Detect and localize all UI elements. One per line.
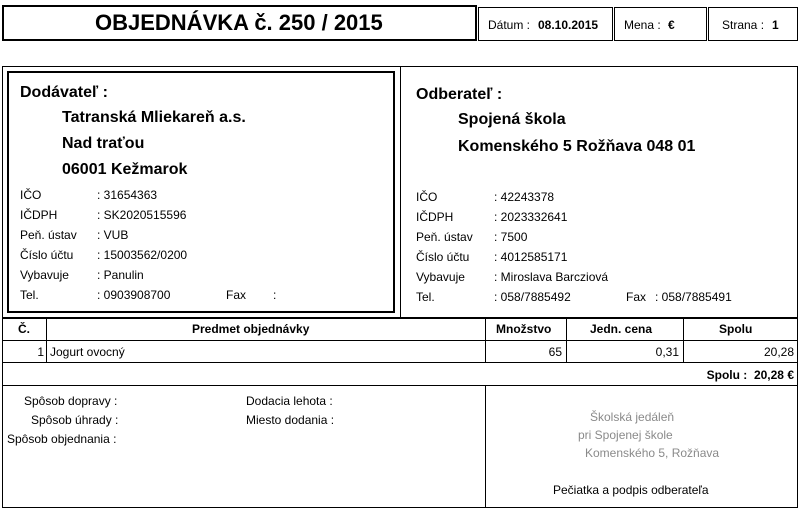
customer-account-label: Číslo účtu bbox=[416, 250, 470, 264]
stamp-line: Komenského 5, Rožňava bbox=[585, 446, 720, 460]
stamp-line: pri Spojenej škole bbox=[578, 428, 673, 442]
customer-bank-label: Peň. ústav bbox=[416, 230, 473, 244]
supplier-bank-value: : VUB bbox=[97, 228, 129, 242]
customer-ico-value: : 42243378 bbox=[494, 190, 555, 204]
signature-label: Pečiatka a podpis odberateľa bbox=[553, 483, 709, 497]
currency-value: € bbox=[668, 18, 675, 32]
supplier-fax-label: Fax bbox=[226, 288, 247, 302]
customer-ico-label: IČO bbox=[416, 190, 438, 204]
page-value: 1 bbox=[772, 18, 779, 32]
delivery-place-label: Miesto dodania : bbox=[246, 413, 335, 427]
supplier-account-value: : 15003562/0200 bbox=[97, 248, 188, 262]
page-label: Strana : bbox=[722, 18, 765, 32]
row-item: Jogurt ovocný bbox=[50, 345, 125, 359]
supplier-tel-value: : 0903908700 bbox=[97, 288, 171, 302]
customer-contact-value: : Miroslava Barcziová bbox=[494, 270, 609, 284]
col-header-unit-price: Jedn. cena bbox=[590, 322, 653, 336]
supplier-street: Nad traťou bbox=[62, 135, 145, 152]
row-unit-price: 0,31 bbox=[655, 345, 679, 359]
sum-total: Spolu : 20,28 € bbox=[706, 368, 794, 382]
supplier-heading: Dodávateľ : bbox=[20, 84, 108, 101]
currency-label: Mena : bbox=[624, 18, 661, 32]
customer-heading: Odberateľ : bbox=[416, 86, 503, 103]
customer-fax-label: Fax bbox=[626, 290, 647, 304]
parties-divider bbox=[400, 66, 401, 318]
date-label: Dátum : bbox=[488, 18, 531, 32]
customer-account-value: : 4012585171 bbox=[494, 250, 568, 264]
table-header-bottom-line bbox=[2, 340, 798, 341]
supplier-city: 06001 Kežmarok bbox=[62, 161, 188, 178]
customer-tel-value: : 058/7885492 bbox=[494, 290, 571, 304]
order-title: OBJEDNÁVKA č. 250 / 2015 bbox=[95, 10, 383, 35]
supplier-contact-value: : Panulin bbox=[97, 268, 144, 282]
col-header-item: Predmet objednávky bbox=[192, 322, 310, 336]
customer-fax-value: : 058/7885491 bbox=[655, 290, 732, 304]
customer-address: Komenského 5 Rožňava 048 01 bbox=[458, 138, 696, 155]
supplier-ico-value: : 31654363 bbox=[97, 188, 158, 202]
supplier-tel-label: Tel. bbox=[20, 288, 39, 302]
supplier-icdph-value: : SK2020515596 bbox=[97, 208, 187, 222]
supplier-name: Tatranská Mliekareň a.s. bbox=[62, 109, 246, 126]
table-row-bottom-line bbox=[2, 362, 798, 363]
col-header-no: Č. bbox=[18, 322, 30, 336]
col-divider bbox=[46, 318, 47, 363]
stamp-line: Školská jedáleň bbox=[590, 410, 675, 424]
date-value: 08.10.2015 bbox=[538, 18, 599, 32]
col-header-qty: Množstvo bbox=[496, 322, 552, 336]
customer-icdph-value: : 2023332641 bbox=[494, 210, 568, 224]
payment-label: Spôsob úhrady : bbox=[31, 413, 119, 427]
row-total: 20,28 bbox=[763, 345, 794, 359]
row-no: 1 bbox=[37, 345, 44, 359]
customer-name: Spojená škola bbox=[458, 111, 566, 128]
delivery-deadline-label: Dodacia lehota : bbox=[246, 394, 333, 408]
supplier-account-label: Číslo účtu bbox=[20, 248, 74, 262]
transport-label: Spôsob dopravy : bbox=[24, 394, 118, 408]
order-method-label: Spôsob objednania : bbox=[7, 432, 117, 446]
row-qty: 65 bbox=[548, 345, 562, 359]
customer-contact-label: Vybavuje bbox=[416, 270, 465, 284]
col-header-total: Spolu bbox=[719, 322, 753, 336]
customer-tel-label: Tel. bbox=[416, 290, 435, 304]
sum-row-bottom-line bbox=[2, 385, 798, 386]
supplier-ico-label: IČO bbox=[20, 188, 42, 202]
supplier-icdph-label: IČDPH bbox=[20, 208, 58, 222]
customer-bank-value: : 7500 bbox=[494, 230, 528, 244]
supplier-fax-value: : bbox=[273, 288, 277, 302]
customer-icdph-label: IČDPH bbox=[416, 210, 454, 224]
footer-divider bbox=[485, 385, 486, 508]
supplier-contact-label: Vybavuje bbox=[20, 268, 69, 282]
supplier-bank-label: Peň. ústav bbox=[20, 228, 77, 242]
